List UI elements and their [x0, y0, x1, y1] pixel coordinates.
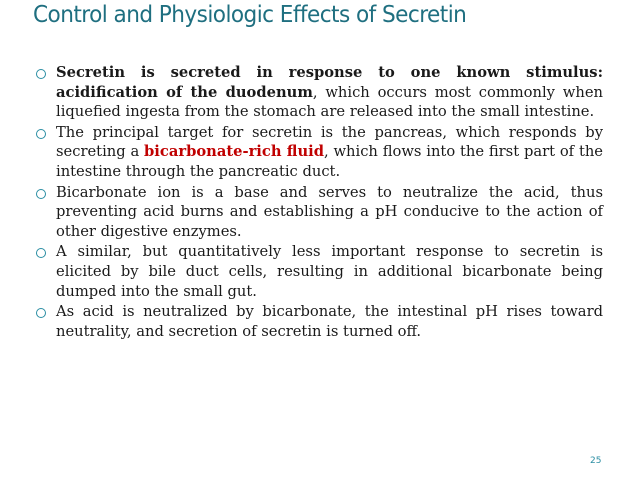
- bullet-text: The principal target for secretin is the pancreas, which responds by secreting a: [56, 123, 603, 161]
- bullet-item: [35, 63, 603, 122]
- bullet-bold-text: Secretin is secreted in response to one known stimulus: acidification of the duodenum: [56, 64, 603, 101]
- bullet-circle-icon: [36, 248, 46, 258]
- bullet-circle-icon: [36, 69, 46, 79]
- bullet-item: [35, 183, 603, 242]
- bullet-text: Bicarbonate ion is a base and serves to neutralize the acid, thus preventing acid burns and establishing a pH conducive to the action of other digestive enzymes.: [56, 183, 603, 240]
- bullet-text: , which flows into the first part of the intestine through the pancreatic duct.: [56, 143, 603, 180]
- bullet-text: , which occurs most commonly when liquefied ingesta from the stomach are released into the small intestine.: [56, 83, 603, 121]
- bullet-list: [35, 63, 603, 341]
- bullet-item: [35, 242, 603, 301]
- bullet-text: A similar, but quantitatively less important response to secretin is elicited by bile duct cells, resulting in additional bicarbonate being dumped into the small gut.: [56, 243, 603, 300]
- bullet-circle-icon: [36, 308, 46, 318]
- page-number: 25: [590, 456, 602, 466]
- bullet-circle-icon: [36, 189, 46, 199]
- bullet-circle-icon: [36, 129, 46, 139]
- bullet-item: [35, 302, 603, 341]
- highlighted-term: bicarbonate-rich fluid: [144, 143, 324, 161]
- slide-title: Control and Physiologic Effects of Secretin: [33, 2, 467, 28]
- bullet-item: [35, 123, 603, 182]
- bullet-text: As acid is neutralized by bicarbonate, the intestinal pH rises toward neutrality, and secretion of secretin is turned off.: [56, 303, 603, 340]
